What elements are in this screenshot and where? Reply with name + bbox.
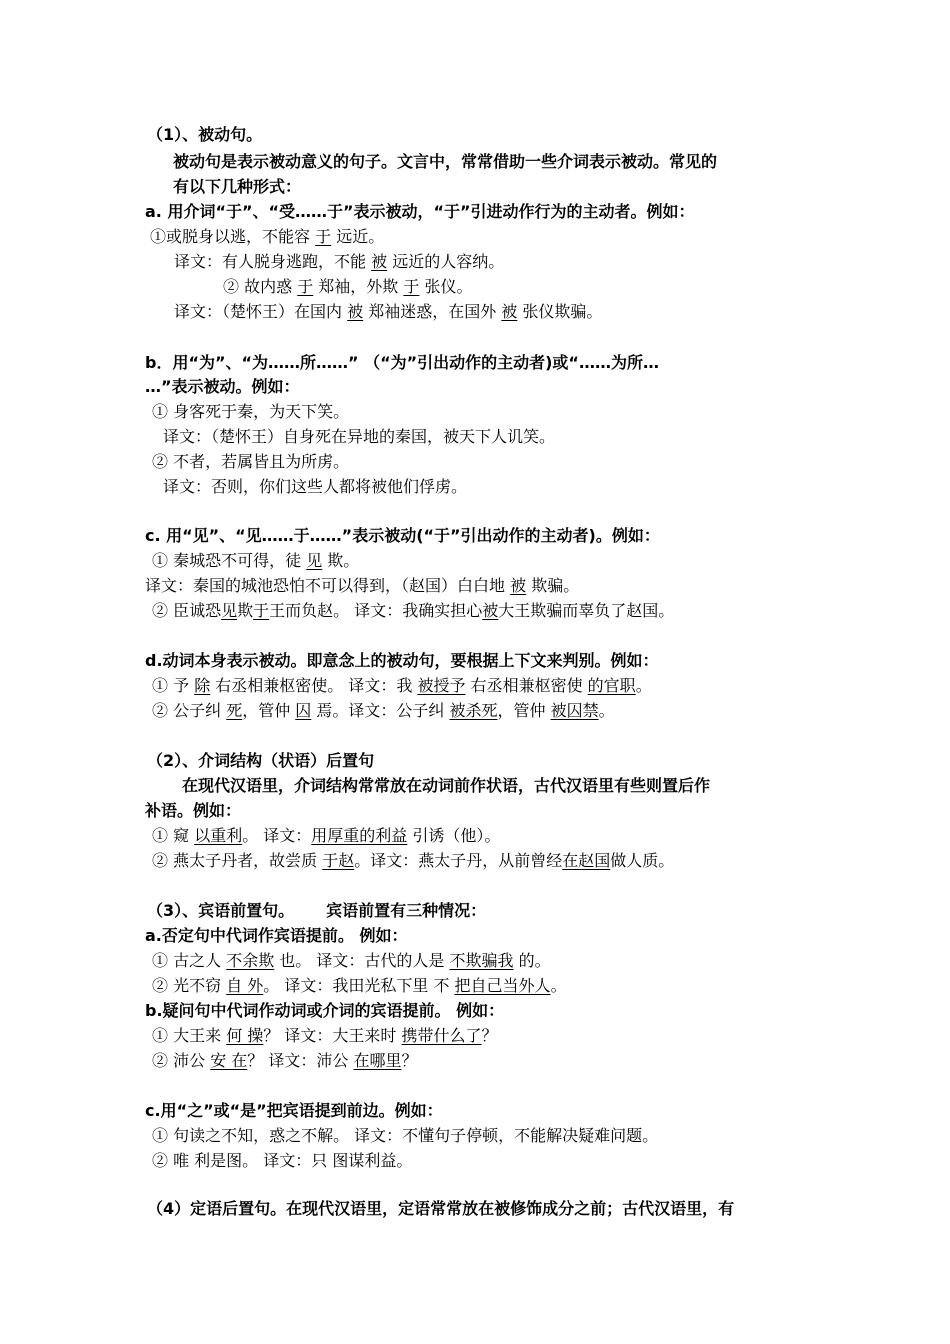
- section-1d-example-1: ① 予 除 右丞相兼枢密使。 译文：我 被授予 右丞相兼枢密使 的官职。: [152, 676, 652, 695]
- section-1b-title-line-1: b．用“为”、“为……所……” （“为”引出动作的主动者)或“……为所…: [145, 353, 659, 372]
- section-1-intro-line-1: 被动句是表示被动意义的句子。文言中，常常借助一些介词表示被动。常见的: [173, 152, 718, 171]
- section-3a-title: a.否定句中代词作宾语提前。 例如：: [145, 926, 408, 945]
- section-1b-example-1: ① 身客死于秦，为天下笑。: [152, 402, 350, 421]
- section-2-example-1: ① 窥 以重利。 译文：用厚重的利益 引诱（他）。: [152, 826, 501, 845]
- section-1-heading: （1）、被动句。: [147, 125, 263, 144]
- section-1d-example-2: ② 公子纠 死，管仲 囚 焉。译文：公子纠 被杀死，管仲 被囚禁。: [152, 701, 615, 720]
- section-1d-title: d.动词本身表示被动。即意念上的被动句，要根据上下文来判别。例如：: [145, 651, 659, 670]
- section-3-heading-note: 宾语前置有三种情况：: [326, 901, 487, 920]
- section-1a-translation-1: 译文：有人脱身逃跑，不能 被 远近的人容纳。: [174, 252, 505, 271]
- section-3a-example-2: ② 光不窃 自 外。 译文：我田光私下里 不 把自己当外人。: [152, 976, 567, 995]
- section-1c-translation-1: 译文：秦国的城池恐怕不可以得到，（赵国）白白地 被 欺骗。: [145, 576, 580, 595]
- section-2-intro-line-2: 补语。例如：: [145, 801, 242, 820]
- section-3c-example-1: ① 句读之不知，惑之不解。 译文：不懂句子停顿，不能解决疑难问题。: [152, 1126, 659, 1145]
- section-1-intro-line-2: 有以下几种形式：: [173, 177, 302, 196]
- section-3b-example-2: ② 沛公 安 在？ 译文：沛公 在哪里？: [152, 1051, 418, 1070]
- section-1a-example-2: ② 故内惑 于 郑袖，外欺 于 张仪。: [223, 277, 473, 296]
- section-1a-title: a. 用介词“于”、“受……于”表示被动，“于”引进动作行为的主动者。例如：: [145, 202, 695, 221]
- section-1b-translation-1: 译文：（楚怀王）自身死在异地的秦国，被天下人讥笑。: [163, 427, 556, 446]
- section-1c-example-1: ① 秦城恐不可得，徒 见 欺。: [152, 551, 360, 570]
- section-3c-title: c.用“之”或“是”把宾语提到前边。例如：: [145, 1101, 443, 1120]
- section-4-text: （4）定语后置句。在现代汉语里，定语常常放在被修饰成分之前；古代汉语里，有: [147, 1199, 735, 1218]
- section-3c-example-2: ② 唯 利是图。 译文：只 图谋利益。: [152, 1151, 413, 1170]
- section-1c-title: c. 用“见”、“见……于……”表示被动(“于”引出动作的主动者)。例如：: [145, 526, 660, 545]
- section-3b-title: b.疑问句中代词作动词或介词的宾语提前。 例如：: [145, 1001, 505, 1020]
- section-2-intro-line-1: 在现代汉语里，介词结构常常放在动词前作状语，古代汉语里有些则置后作: [182, 776, 711, 795]
- section-1b-title-line-2: …”表示被动。例如：: [145, 377, 300, 396]
- section-1b-translation-2: 译文：否则，你们这些人都将被他们俘虏。: [163, 477, 468, 496]
- section-1b-example-2: ② 不者，若属皆且为所虏。: [152, 452, 350, 471]
- section-2-example-2: ② 燕太子丹者，故尝质 于赵。译文：燕太子丹，从前曾经在赵国做人质。: [152, 851, 675, 870]
- section-3a-example-1: ① 古之人 不余欺 也。 译文：古代的人是 不欺骗我 的。: [152, 951, 551, 970]
- section-3-heading: （3）、宾语前置句。 宾语前置有三种情况：: [147, 901, 487, 920]
- section-2-heading: （2）、介词结构（状语）后置句: [147, 751, 375, 770]
- section-1c-example-2: ② 臣诚恐见欺于王而负赵。 译文：我确实担心被大王欺骗而辜负了赵国。: [152, 601, 675, 620]
- section-1a-translation-2: 译文：（楚怀王）在国内 被 郑袖迷惑，在国外 被 张仪欺骗。: [174, 302, 603, 321]
- section-1a-example-1: ①或脱身以逃，不能容 于 远近。: [150, 227, 385, 246]
- section-3b-example-1: ① 大王来 何 操？ 译文：大王来时 携带什么了？: [152, 1026, 498, 1045]
